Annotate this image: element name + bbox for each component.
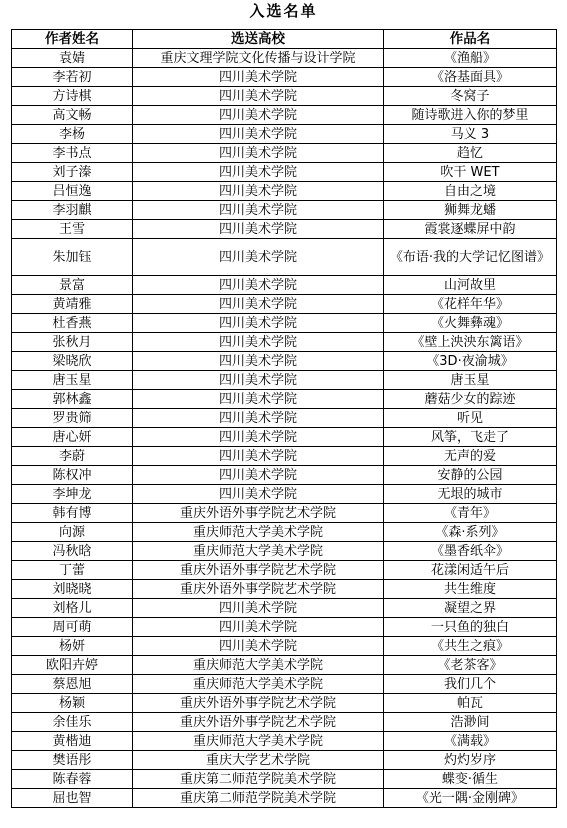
work-title-cell: 随诗歌进入你的梦里: [384, 106, 557, 125]
author-name-cell: 韩有博: [12, 504, 133, 523]
school-cell: 四川美术学院: [133, 409, 384, 428]
header-author-name: 作者姓名: [12, 30, 133, 49]
author-name-cell: 梁晓欣: [12, 352, 133, 371]
table-row: [12, 371, 557, 390]
author-name-cell: 李坤龙: [12, 485, 133, 504]
school-cell: 四川美术学院: [133, 352, 384, 371]
document-title: 入选名单: [249, 2, 318, 20]
work-title-cell: 《花样年华》: [384, 295, 557, 314]
table-row: [12, 276, 557, 295]
work-title-cell: 《共生之痕》: [384, 637, 557, 656]
table-row: [12, 182, 557, 201]
work-title-cell: 风筝，飞走了: [384, 428, 557, 447]
table-row: [12, 295, 557, 314]
table-row: [12, 390, 557, 409]
school-cell: 重庆师范大学美术学院: [133, 732, 384, 751]
work-title-cell: 蘑菇少女的踪迹: [384, 390, 557, 409]
table-row: [12, 523, 557, 542]
work-title-cell: 《3D·夜渝城》: [384, 352, 557, 371]
table-row: [12, 504, 557, 523]
author-name-cell: 唐心妍: [12, 428, 133, 447]
school-cell: 重庆外语外事学院艺术学院: [133, 561, 384, 580]
school-cell: 四川美术学院: [133, 428, 384, 447]
header-school: 选送高校: [133, 30, 384, 49]
table-row: [12, 618, 557, 637]
school-cell: 四川美术学院: [133, 125, 384, 144]
school-cell: 四川美术学院: [133, 599, 384, 618]
author-name-cell: 李书点: [12, 144, 133, 163]
school-cell: 重庆大学艺术学院: [133, 751, 384, 770]
author-name-cell: 高文畅: [12, 106, 133, 125]
work-title-cell: 花漾闲适午后: [384, 561, 557, 580]
author-name-cell: 丁蕾: [12, 561, 133, 580]
table-row: [12, 599, 557, 618]
work-title-cell: 听见: [384, 409, 557, 428]
school-cell: 四川美术学院: [133, 618, 384, 637]
school-cell: 重庆师范大学美术学院: [133, 542, 384, 561]
work-title-cell: 吹干 WET: [384, 163, 557, 182]
school-cell: 四川美术学院: [133, 239, 384, 276]
table-row: [12, 68, 557, 87]
school-cell: 重庆师范大学美术学院: [133, 656, 384, 675]
author-name-cell: 袁婧: [12, 49, 133, 68]
author-name-cell: 李杨: [12, 125, 133, 144]
table-row: [12, 428, 557, 447]
table-row: [12, 87, 557, 106]
table-row: [12, 49, 557, 68]
table-row: [12, 239, 557, 276]
author-name-cell: 余佳乐: [12, 713, 133, 732]
table-header: [12, 30, 557, 49]
author-name-cell: 李蔚: [12, 447, 133, 466]
table-row: [12, 732, 557, 751]
work-title-cell: 冬窝子: [384, 87, 557, 106]
table-row: [12, 542, 557, 561]
author-name-cell: 李若初: [12, 68, 133, 87]
school-cell: 四川美术学院: [133, 87, 384, 106]
school-cell: 重庆外语外事学院艺术学院: [133, 504, 384, 523]
work-title-cell: 安静的公园: [384, 466, 557, 485]
table-row: [12, 713, 557, 732]
work-title-cell: 唐玉星: [384, 371, 557, 390]
school-cell: 四川美术学院: [133, 637, 384, 656]
school-cell: 重庆第二师范学院美术学院: [133, 770, 384, 789]
school-cell: 重庆外语外事学院艺术学院: [133, 580, 384, 599]
table-row: [12, 751, 557, 770]
author-name-cell: 刘格儿: [12, 599, 133, 618]
table-row: [12, 333, 557, 352]
work-title-cell: 《壁上泱泱东篱语》: [384, 333, 557, 352]
school-cell: 重庆第二师范学院美术学院: [133, 789, 384, 808]
table-row: [12, 220, 557, 239]
school-cell: 四川美术学院: [133, 182, 384, 201]
author-name-cell: 屈也智: [12, 789, 133, 808]
table-row: [12, 770, 557, 789]
school-cell: 四川美术学院: [133, 333, 384, 352]
school-cell: 四川美术学院: [133, 485, 384, 504]
author-name-cell: 冯秋晗: [12, 542, 133, 561]
author-name-cell: 蔡恩旭: [12, 675, 133, 694]
author-name-cell: 樊语彤: [12, 751, 133, 770]
author-name-cell: 唐玉星: [12, 371, 133, 390]
school-cell: 重庆外语外事学院艺术学院: [133, 694, 384, 713]
school-cell: 四川美术学院: [133, 201, 384, 220]
school-cell: 重庆师范大学美术学院: [133, 675, 384, 694]
school-cell: 四川美术学院: [133, 144, 384, 163]
author-name-cell: 周可萌: [12, 618, 133, 637]
author-name-cell: 欧阳卉婷: [12, 656, 133, 675]
author-name-cell: 李羽麒: [12, 201, 133, 220]
author-name-cell: 朱加钰: [12, 239, 133, 276]
author-name-cell: 杨颖: [12, 694, 133, 713]
table-row: [12, 789, 557, 808]
work-title-cell: 《布语·我的大学记忆图谱》: [384, 239, 557, 276]
school-cell: 四川美术学院: [133, 390, 384, 409]
author-name-cell: 张秋月: [12, 333, 133, 352]
work-title-cell: 狮舞龙蟠: [384, 201, 557, 220]
school-cell: 重庆文理学院文化传播与设计学院: [133, 49, 384, 68]
work-title-cell: 趋忆: [384, 144, 557, 163]
author-name-cell: 陈春蓉: [12, 770, 133, 789]
table-row: [12, 314, 557, 333]
work-title-cell: 帕瓦: [384, 694, 557, 713]
table-row: [12, 637, 557, 656]
author-name-cell: 吕恒逸: [12, 182, 133, 201]
table-row: [12, 163, 557, 182]
author-name-cell: 郭林鑫: [12, 390, 133, 409]
table-row: [12, 409, 557, 428]
work-title-cell: 《光一隅·金刚碑》: [384, 789, 557, 808]
school-cell: 四川美术学院: [133, 106, 384, 125]
table-row: [12, 694, 557, 713]
table-row: [12, 561, 557, 580]
school-cell: 四川美术学院: [133, 371, 384, 390]
work-title-cell: 一只鱼的独白: [384, 618, 557, 637]
work-title-cell: 《墨香纸伞》: [384, 542, 557, 561]
work-title-cell: 蝶变·循生: [384, 770, 557, 789]
author-name-cell: 黄靖雅: [12, 295, 133, 314]
work-title-cell: 《渔船》: [384, 49, 557, 68]
work-title-cell: 无垠的城市: [384, 485, 557, 504]
school-cell: 重庆外语外事学院艺术学院: [133, 713, 384, 732]
school-cell: 四川美术学院: [133, 220, 384, 239]
work-title-cell: 凝望之界: [384, 599, 557, 618]
author-name-cell: 黄楷迪: [12, 732, 133, 751]
work-title-cell: 灼灼岁序: [384, 751, 557, 770]
work-title-cell: 马义 3: [384, 125, 557, 144]
header-row: [12, 30, 557, 49]
table-row: [12, 125, 557, 144]
table-row: [12, 675, 557, 694]
selection-list-table: [11, 29, 557, 808]
school-cell: 四川美术学院: [133, 466, 384, 485]
author-name-cell: 向源: [12, 523, 133, 542]
table-row: [12, 352, 557, 371]
table-row: [12, 144, 557, 163]
work-title-cell: 《老茶客》: [384, 656, 557, 675]
author-name-cell: 王雪: [12, 220, 133, 239]
work-title-cell: 霞裳逐蝶屏中韵: [384, 220, 557, 239]
header-work-title: 作品名: [384, 30, 557, 49]
school-cell: 四川美术学院: [133, 314, 384, 333]
school-cell: 四川美术学院: [133, 447, 384, 466]
author-name-cell: 罗贵筛: [12, 409, 133, 428]
work-title-cell: 无声的爱: [384, 447, 557, 466]
school-cell: 四川美术学院: [133, 68, 384, 87]
school-cell: 重庆师范大学美术学院: [133, 523, 384, 542]
work-title-cell: 《满载》: [384, 732, 557, 751]
table-row: [12, 580, 557, 599]
table-row: [12, 201, 557, 220]
work-title-cell: 《火舞彝魂》: [384, 314, 557, 333]
table-row: [12, 656, 557, 675]
work-title-cell: 自由之境: [384, 182, 557, 201]
author-name-cell: 刘子溱: [12, 163, 133, 182]
table-row: [12, 466, 557, 485]
work-title-cell: 《森·系列》: [384, 523, 557, 542]
table-row: [12, 485, 557, 504]
work-title-cell: 《洛基面具》: [384, 68, 557, 87]
work-title-cell: 山河故里: [384, 276, 557, 295]
school-cell: 四川美术学院: [133, 276, 384, 295]
work-title-cell: 我们几个: [384, 675, 557, 694]
author-name-cell: 景富: [12, 276, 133, 295]
author-name-cell: 刘晓晓: [12, 580, 133, 599]
author-name-cell: 方诗棋: [12, 87, 133, 106]
table-row: [12, 447, 557, 466]
author-name-cell: 陈权冲: [12, 466, 133, 485]
work-title-cell: 共生维度: [384, 580, 557, 599]
school-cell: 四川美术学院: [133, 163, 384, 182]
work-title-cell: 浩渺间: [384, 713, 557, 732]
author-name-cell: 杨妍: [12, 637, 133, 656]
school-cell: 四川美术学院: [133, 295, 384, 314]
table-row: [12, 106, 557, 125]
author-name-cell: 杜香燕: [12, 314, 133, 333]
work-title-cell: 《青年》: [384, 504, 557, 523]
table-body: [12, 49, 557, 808]
